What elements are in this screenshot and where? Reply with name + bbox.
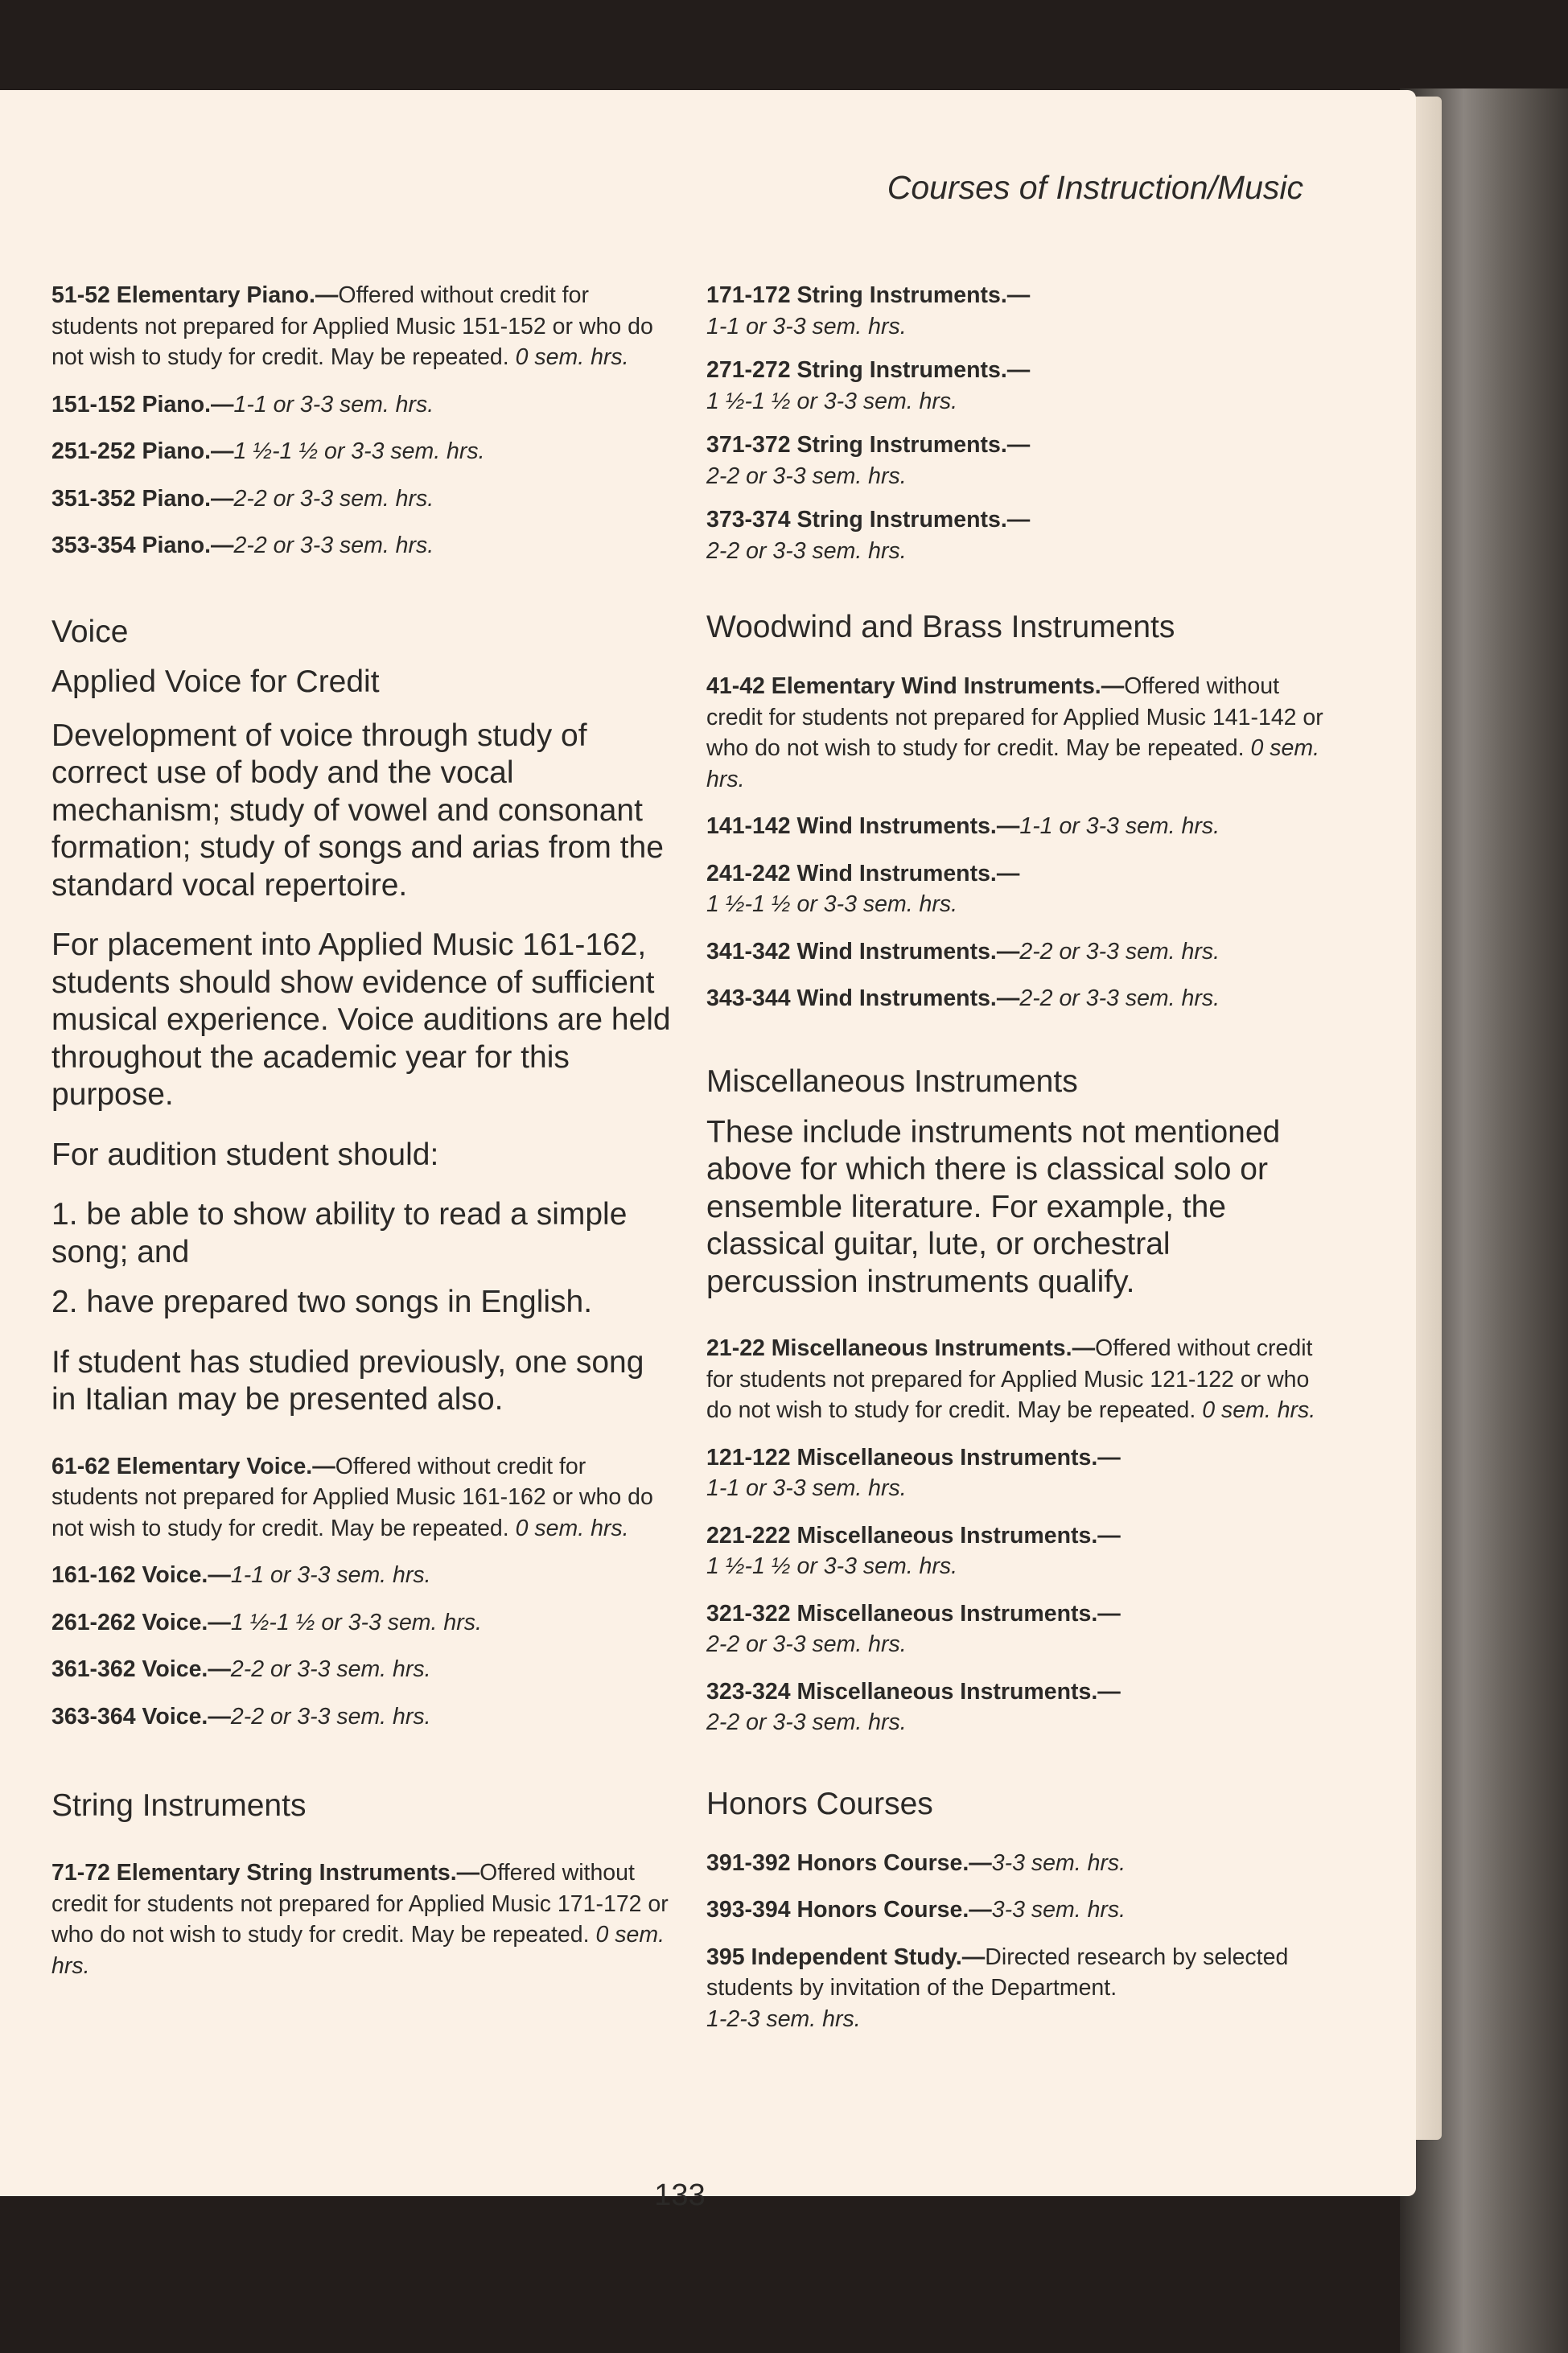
subsection-heading-applied-voice: Applied Voice for Credit (51, 664, 380, 699)
course-hours: 1 ½-1 ½ or 3-3 sem. hrs. (706, 1553, 958, 1579)
voice-paragraph: If student has studied previously, one song in Italian may be presented also. (51, 1344, 644, 1417)
section-heading-miscellaneous: Miscellaneous Instruments (706, 1063, 1078, 1099)
voice-course-list (51, 1451, 671, 1733)
course-entry (51, 389, 671, 421)
course-entry (706, 430, 1326, 492)
piano-course-list (51, 280, 671, 562)
course-hours: 1 ½-1 ½ or 3-3 sem. hrs. (706, 388, 958, 414)
right-column (706, 280, 1326, 2051)
course-code: 393-394 Honors Course.— (706, 1897, 992, 1923)
course-hours: 2-2 or 3-3 sem. hrs. (233, 485, 434, 512)
course-code: 151-152 Piano.— (51, 391, 234, 418)
course-code: 41-42 Elementary Wind Instruments.— (706, 673, 1125, 699)
course-entry (51, 1857, 671, 1981)
course-entry (706, 811, 1326, 842)
course-hours: 1-1 or 3-3 sem. hrs. (233, 391, 434, 418)
course-hours: 1 ½-1 ½ or 3-3 sem. hrs. (233, 438, 485, 464)
course-code: 321-322 Miscellaneous Instruments.— (706, 1600, 1121, 1627)
course-entry (51, 1654, 671, 1685)
voice-paragraph: For placement into Applied Music 161-162, students should show evidence of sufficient musical experience. Voice auditions are held throughout the academic year for this purpose. (51, 928, 671, 1112)
voice-paragraph: 1. be able to show ability to read a simple song; and (51, 1197, 628, 1269)
course-entry (706, 1848, 1326, 1879)
course-hours: 2-2 or 3-3 sem. hrs. (1019, 985, 1220, 1011)
course-description: Offered without credit for students not prepared for Applied Music 141-142 or who do not wish to study for credit. May be repeated. (706, 673, 1323, 761)
course-hours: 2-2 or 3-3 sem. hrs. (233, 533, 434, 558)
course-code: 61-62 Elementary Voice.— (51, 1453, 335, 1479)
section-heading-woodwind: Woodwind and Brass Instruments (706, 610, 1175, 644)
course-entry (51, 1560, 671, 1591)
course-entry (51, 1451, 671, 1545)
course-code: 251-252 Piano.— (51, 438, 234, 464)
course-hours: 1-1 or 3-3 sem. hrs. (230, 1562, 431, 1588)
course-code: 161-162 Voice.— (51, 1562, 231, 1588)
course-entry (706, 1942, 1326, 2035)
course-code: 353-354 Piano.— (51, 533, 234, 558)
course-code: 141-142 Wind Instruments.— (706, 813, 1020, 839)
course-code: 71-72 Elementary String Instruments.— (51, 1860, 480, 1886)
course-code: 171-172 String Instruments.— (706, 282, 1031, 308)
course-description: Offered without credit for students not prepared for Applied Music 151-152 or who do not wish to study for credit. May be repeated. (51, 282, 653, 370)
voice-paragraph: For audition student should: (51, 1137, 439, 1172)
course-entry (706, 1520, 1326, 1582)
course-hours: 2-2 or 3-3 sem. hrs. (230, 1656, 431, 1682)
course-entry (706, 355, 1326, 417)
course-entry (706, 1333, 1326, 1426)
course-code: 373-374 String Instruments.— (706, 507, 1031, 533)
course-code: 363-364 Voice.— (51, 1703, 231, 1730)
course-entry (51, 483, 671, 515)
wind-course-list (706, 671, 1326, 1014)
course-code: 241-242 Wind Instruments.— (706, 860, 1020, 886)
honors-course-list (706, 1848, 1326, 2035)
course-hours: 1-1 or 3-3 sem. hrs. (706, 1475, 907, 1501)
voice-paragraph: Development of voice through study of correct use of body and the vocal mechanism; study of vowel and consonant formation; study of songs and arias from the standard vocal repertoire. (51, 718, 664, 903)
course-code: 351-352 Piano.— (51, 485, 234, 512)
course-hours: 2-2 or 3-3 sem. hrs. (706, 1631, 907, 1657)
course-entry (706, 504, 1326, 566)
course-entry (51, 1607, 671, 1639)
course-entry (706, 671, 1326, 795)
course-code: 21-22 Miscellaneous Instruments.— (706, 1335, 1096, 1361)
section-heading-honors: Honors Courses (706, 1786, 933, 1821)
course-code: 361-362 Voice.— (51, 1656, 231, 1682)
course-hours: 1-2-3 sem. hrs. (706, 2005, 861, 2032)
course-code: 51-52 Elementary Piano.— (51, 282, 339, 308)
course-code: 271-272 String Instruments.— (706, 357, 1031, 383)
course-hours: 0 sem. hrs. (706, 735, 1319, 792)
running-head: Courses of Instruction/Music (887, 169, 1303, 206)
course-entry (706, 1894, 1326, 1926)
course-entry (51, 436, 671, 467)
section-heading-voice: Voice (51, 614, 129, 649)
course-hours: 1 ½-1 ½ or 3-3 sem. hrs. (230, 1609, 482, 1635)
course-hours: 3-3 sem. hrs. (991, 1849, 1126, 1876)
misc-paragraph: These include instruments not mentioned above for which there is classical solo or ensemble literature. For example, the classical guitar, lute, or orchestral percussion instruments qualify. (706, 1114, 1281, 1299)
catalog-page (0, 90, 1416, 2212)
course-hours: 2-2 or 3-3 sem. hrs. (706, 463, 907, 489)
string-course-list (706, 280, 1326, 566)
course-entry (706, 1442, 1326, 1504)
course-entry (706, 858, 1326, 920)
course-entry (706, 1598, 1326, 1660)
course-code: 391-392 Honors Course.— (706, 1849, 992, 1876)
course-code: 121-122 Miscellaneous Instruments.— (706, 1444, 1121, 1471)
misc-course-list (706, 1333, 1326, 1738)
course-hours: 0 sem. hrs. (515, 1515, 629, 1541)
course-code: 395 Independent Study.— (706, 1944, 986, 1970)
course-code: 343-344 Wind Instruments.— (706, 985, 1020, 1011)
course-entry (706, 280, 1326, 342)
course-entry (706, 1676, 1326, 1738)
left-column (51, 280, 671, 1997)
course-hours: 1-1 or 3-3 sem. hrs. (1019, 813, 1220, 839)
course-code: 221-222 Miscellaneous Instruments.— (706, 1522, 1121, 1549)
course-hours: 2-2 or 3-3 sem. hrs. (706, 1709, 907, 1735)
course-hours: 1 ½-1 ½ or 3-3 sem. hrs. (706, 891, 958, 917)
course-entry (51, 530, 671, 562)
course-entry (51, 280, 671, 373)
course-hours: 1-1 or 3-3 sem. hrs. (706, 313, 907, 339)
page-number: 133 (654, 2178, 706, 2212)
course-hours: 0 sem. hrs. (1202, 1397, 1316, 1423)
course-code: 341-342 Wind Instruments.— (706, 938, 1020, 965)
course-description: Offered without credit for students not prepared for Applied Music 121-122 or who do not wish to study for credit. May be repeated. (706, 1335, 1313, 1423)
course-description: Directed research by selected students by invitation of the Department. (706, 1944, 1289, 2001)
course-hours: 0 sem. hrs. (515, 344, 629, 370)
course-hours: 0 sem. hrs. (51, 1922, 665, 1979)
course-hours: 3-3 sem. hrs. (991, 1897, 1126, 1923)
course-entry (706, 983, 1326, 1014)
course-code: 261-262 Voice.— (51, 1609, 231, 1635)
course-description: Offered without credit for students not prepared for Applied Music 161-162 or who do not wish to study for credit. May be repeated. (51, 1453, 653, 1541)
course-hours: 2-2 or 3-3 sem. hrs. (706, 537, 907, 564)
course-hours: 2-2 or 3-3 sem. hrs. (230, 1703, 431, 1730)
course-description: Offered without credit for students not prepared for Applied Music 171-172 or who do not wish to study for credit. May be repeated. (51, 1860, 669, 1948)
voice-paragraph: 2. have prepared two songs in English. (51, 1285, 593, 1319)
course-hours: 2-2 or 3-3 sem. hrs. (1019, 938, 1220, 965)
course-code: 371-372 String Instruments.— (706, 432, 1031, 458)
section-heading-string: String Instruments (51, 1788, 307, 1823)
course-entry (706, 936, 1326, 968)
course-entry (51, 1701, 671, 1733)
course-code: 323-324 Miscellaneous Instruments.— (706, 1678, 1121, 1705)
